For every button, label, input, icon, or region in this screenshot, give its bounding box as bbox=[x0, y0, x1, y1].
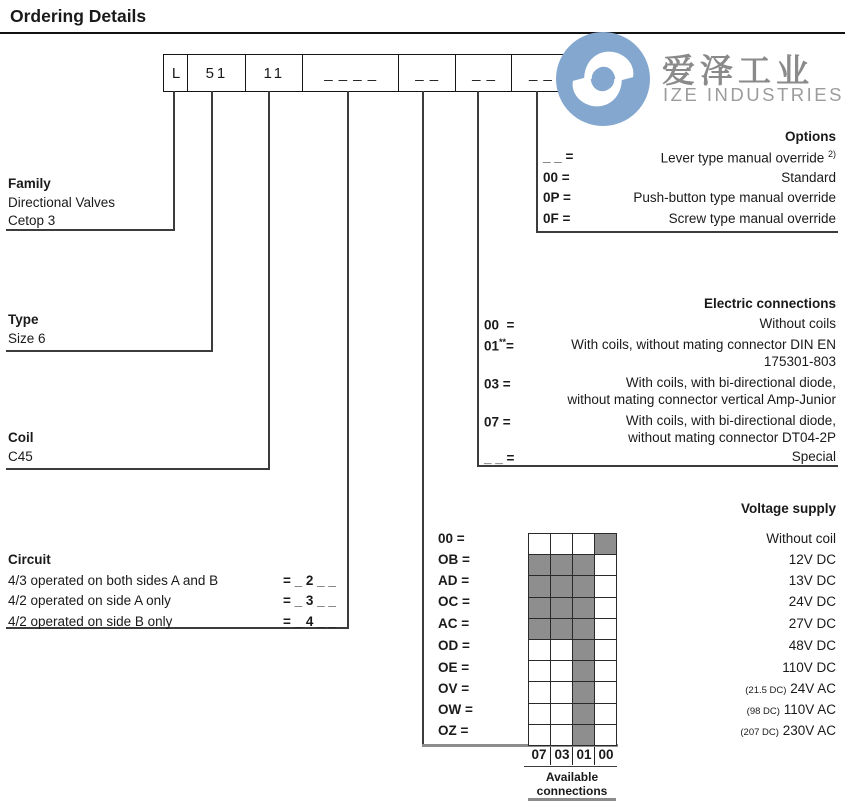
grid-cell bbox=[572, 618, 594, 639]
voltage-code: AC = bbox=[438, 616, 470, 631]
electric-code: 03 = bbox=[484, 376, 511, 392]
ordering-code-row bbox=[163, 54, 570, 92]
logo-brand-cn: 爱泽工业 bbox=[662, 52, 814, 89]
circuit-row-code: = _ 4 _ _ bbox=[283, 613, 336, 629]
electric-desc-cont: without mating connector DT04-2P bbox=[628, 430, 836, 445]
voltage-code: OZ = bbox=[438, 723, 469, 738]
grid-cell bbox=[550, 703, 572, 724]
options-rule bbox=[536, 231, 838, 233]
options-desc: Push-button type manual override bbox=[633, 190, 836, 205]
footnote-marker: 2) bbox=[827, 149, 836, 159]
grid-cell bbox=[572, 639, 594, 660]
grid-cell bbox=[594, 724, 616, 745]
circuit-row-label: 4/2 operated on side B only bbox=[8, 613, 173, 629]
availability-grid bbox=[528, 533, 617, 746]
type-title: Type bbox=[8, 312, 39, 327]
grid-cell bbox=[550, 533, 572, 554]
grid-cell bbox=[572, 724, 594, 745]
circuit-section bbox=[8, 550, 346, 632]
column-labels-rule bbox=[524, 766, 617, 767]
options-desc: Screw type manual override bbox=[668, 211, 836, 226]
voltage-value: (98 DC) 110V AC bbox=[746, 702, 836, 717]
options-code: 0F = bbox=[543, 211, 571, 226]
electric-rule bbox=[477, 465, 838, 467]
grid-cell bbox=[594, 575, 616, 596]
type-section bbox=[8, 311, 46, 348]
grid-cell bbox=[572, 703, 594, 724]
leader-line-voltage bbox=[422, 91, 424, 745]
options-title: Options bbox=[785, 129, 836, 144]
leader-line-options bbox=[536, 91, 538, 232]
leader-line-coil bbox=[268, 91, 270, 469]
code-box-type: 51 bbox=[187, 54, 246, 92]
footer-rule bbox=[528, 798, 616, 801]
grid-cell bbox=[528, 618, 550, 639]
grid-column-label: 07 bbox=[531, 747, 547, 762]
electric-title: Electric connections bbox=[703, 296, 836, 311]
type-rule bbox=[6, 350, 213, 352]
circuit-row-label: 4/3 operated on both sides A and B bbox=[8, 572, 219, 588]
voltage-code: OV = bbox=[438, 681, 470, 696]
coil-section bbox=[8, 429, 34, 466]
options-desc: Lever type manual override $^{2)}$ bbox=[660, 149, 836, 166]
voltage-code: OW = bbox=[438, 702, 473, 717]
grid-cell bbox=[528, 597, 550, 618]
available-connections-label: Available connections bbox=[536, 770, 608, 798]
voltage-value: 24V DC bbox=[788, 594, 836, 609]
grid-cell bbox=[572, 681, 594, 702]
electric-code: 01**= bbox=[484, 337, 514, 354]
grid-cell bbox=[550, 660, 572, 681]
voltage-value: 48V DC bbox=[788, 638, 836, 653]
grid-cell bbox=[572, 554, 594, 575]
electric-desc: With coils, with bi-directional diode, bbox=[625, 375, 836, 390]
electric-desc: Without coils bbox=[759, 316, 836, 331]
code-box-electric: _ _ bbox=[455, 54, 513, 92]
circuit-row-label: 4/2 operated on side A only bbox=[8, 593, 171, 608]
grid-cell bbox=[528, 575, 550, 596]
code-box-coil: 11 bbox=[245, 54, 304, 92]
grid-cell bbox=[550, 724, 572, 745]
leader-line-family bbox=[173, 91, 175, 230]
grid-cell bbox=[572, 575, 594, 596]
voltage-value: 27V DC bbox=[788, 616, 836, 631]
leader-line-type bbox=[211, 91, 213, 351]
grid-cell bbox=[528, 681, 550, 702]
grid-cell bbox=[572, 533, 594, 554]
family-line1: Directional Valves bbox=[8, 194, 116, 210]
circuit-row bbox=[8, 612, 346, 633]
voltage-title: Voltage supply bbox=[740, 501, 836, 516]
voltage-code: OC = bbox=[438, 594, 470, 609]
grid-cell bbox=[550, 575, 572, 596]
code-box-options: _ _ bbox=[511, 54, 570, 92]
grid-cell bbox=[594, 639, 616, 660]
circuit-row bbox=[8, 571, 346, 592]
logo-brand-en: IZE INDUSTRIES bbox=[663, 84, 844, 105]
circuit-row-code: = _ 3 _ _ bbox=[283, 593, 336, 608]
grid-cell bbox=[528, 639, 550, 660]
electric-desc: With coils, with bi-directional diode, bbox=[625, 413, 836, 428]
electric-code: 07 = bbox=[484, 414, 511, 430]
grid-cell bbox=[528, 533, 550, 554]
circuit-row-code: = _ 2 _ _ bbox=[283, 572, 336, 588]
grid-cell bbox=[550, 639, 572, 660]
grid-column-label: 03 bbox=[550, 747, 573, 765]
grid-cell bbox=[550, 554, 572, 575]
page-title: Ordering Details bbox=[10, 6, 147, 26]
grid-cell bbox=[528, 724, 550, 745]
voltage-code: OD = bbox=[438, 638, 470, 653]
voltage-value: (21.5 DC) 24V AC bbox=[745, 681, 836, 696]
voltage-code: OB = bbox=[438, 552, 470, 567]
voltage-value: 110V DC bbox=[782, 660, 836, 675]
circuit-row bbox=[8, 591, 346, 612]
ize-logo-icon bbox=[556, 32, 650, 126]
code-box-circuit: _ _ _ _ bbox=[302, 54, 399, 92]
grid-cell bbox=[572, 660, 594, 681]
electric-desc-cont: 175301-803 bbox=[763, 354, 836, 369]
circuit-title: Circuit bbox=[8, 552, 51, 567]
grid-cell bbox=[594, 681, 616, 702]
voltage-code: 00 = bbox=[438, 531, 465, 546]
voltage-value: (207 DC) 230V AC bbox=[740, 723, 836, 738]
electric-desc: With coils, without mating connector DIN EN bbox=[571, 337, 836, 352]
voltage-code: OE = bbox=[438, 660, 470, 675]
grid-cell bbox=[594, 597, 616, 618]
grid-cell bbox=[528, 660, 550, 681]
electric-desc: Special bbox=[791, 449, 836, 464]
leader-line-electric bbox=[477, 91, 479, 467]
grid-cell bbox=[528, 703, 550, 724]
voltage-value: Without coil bbox=[766, 531, 836, 546]
options-code: 00 = bbox=[543, 170, 570, 185]
grid-cell bbox=[594, 533, 616, 554]
grid-cell bbox=[594, 554, 616, 575]
grid-cell bbox=[594, 618, 616, 639]
grid-cell bbox=[550, 597, 572, 618]
coil-title: Coil bbox=[8, 430, 34, 445]
family-title: Family bbox=[8, 176, 51, 191]
code-box-family: L bbox=[163, 54, 189, 92]
electric-desc-cont: without mating connector vertical Amp-Junior bbox=[567, 392, 836, 407]
code-box-voltage: _ _ bbox=[398, 54, 457, 92]
type-line1: Size 6 bbox=[8, 330, 46, 346]
coil-rule bbox=[6, 468, 270, 470]
options-desc: Standard bbox=[781, 170, 836, 185]
grid-cell bbox=[550, 681, 572, 702]
electric-code: _ _ = bbox=[484, 450, 515, 466]
family-line2: Cetop 3 bbox=[8, 213, 56, 228]
grid-column-label: 01 bbox=[572, 747, 595, 765]
voltage-value: 13V DC bbox=[788, 573, 836, 588]
voltage-code: AD = bbox=[438, 573, 470, 588]
title-rule bbox=[0, 32, 845, 34]
grid-cell bbox=[594, 660, 616, 681]
grid-cell bbox=[594, 703, 616, 724]
electric-code: 00 = bbox=[484, 317, 515, 333]
leader-line-circuit bbox=[347, 91, 349, 628]
options-code: 0P = bbox=[543, 190, 571, 205]
grid-cell bbox=[572, 597, 594, 618]
voltage-value: 12V DC bbox=[788, 552, 836, 567]
coil-line1: C45 bbox=[8, 448, 33, 464]
options-code: _ _ = bbox=[543, 149, 574, 164]
grid-cell bbox=[550, 618, 572, 639]
grid-cell bbox=[528, 554, 550, 575]
family-section bbox=[8, 175, 115, 231]
grid-column-label: 00 bbox=[594, 747, 617, 765]
